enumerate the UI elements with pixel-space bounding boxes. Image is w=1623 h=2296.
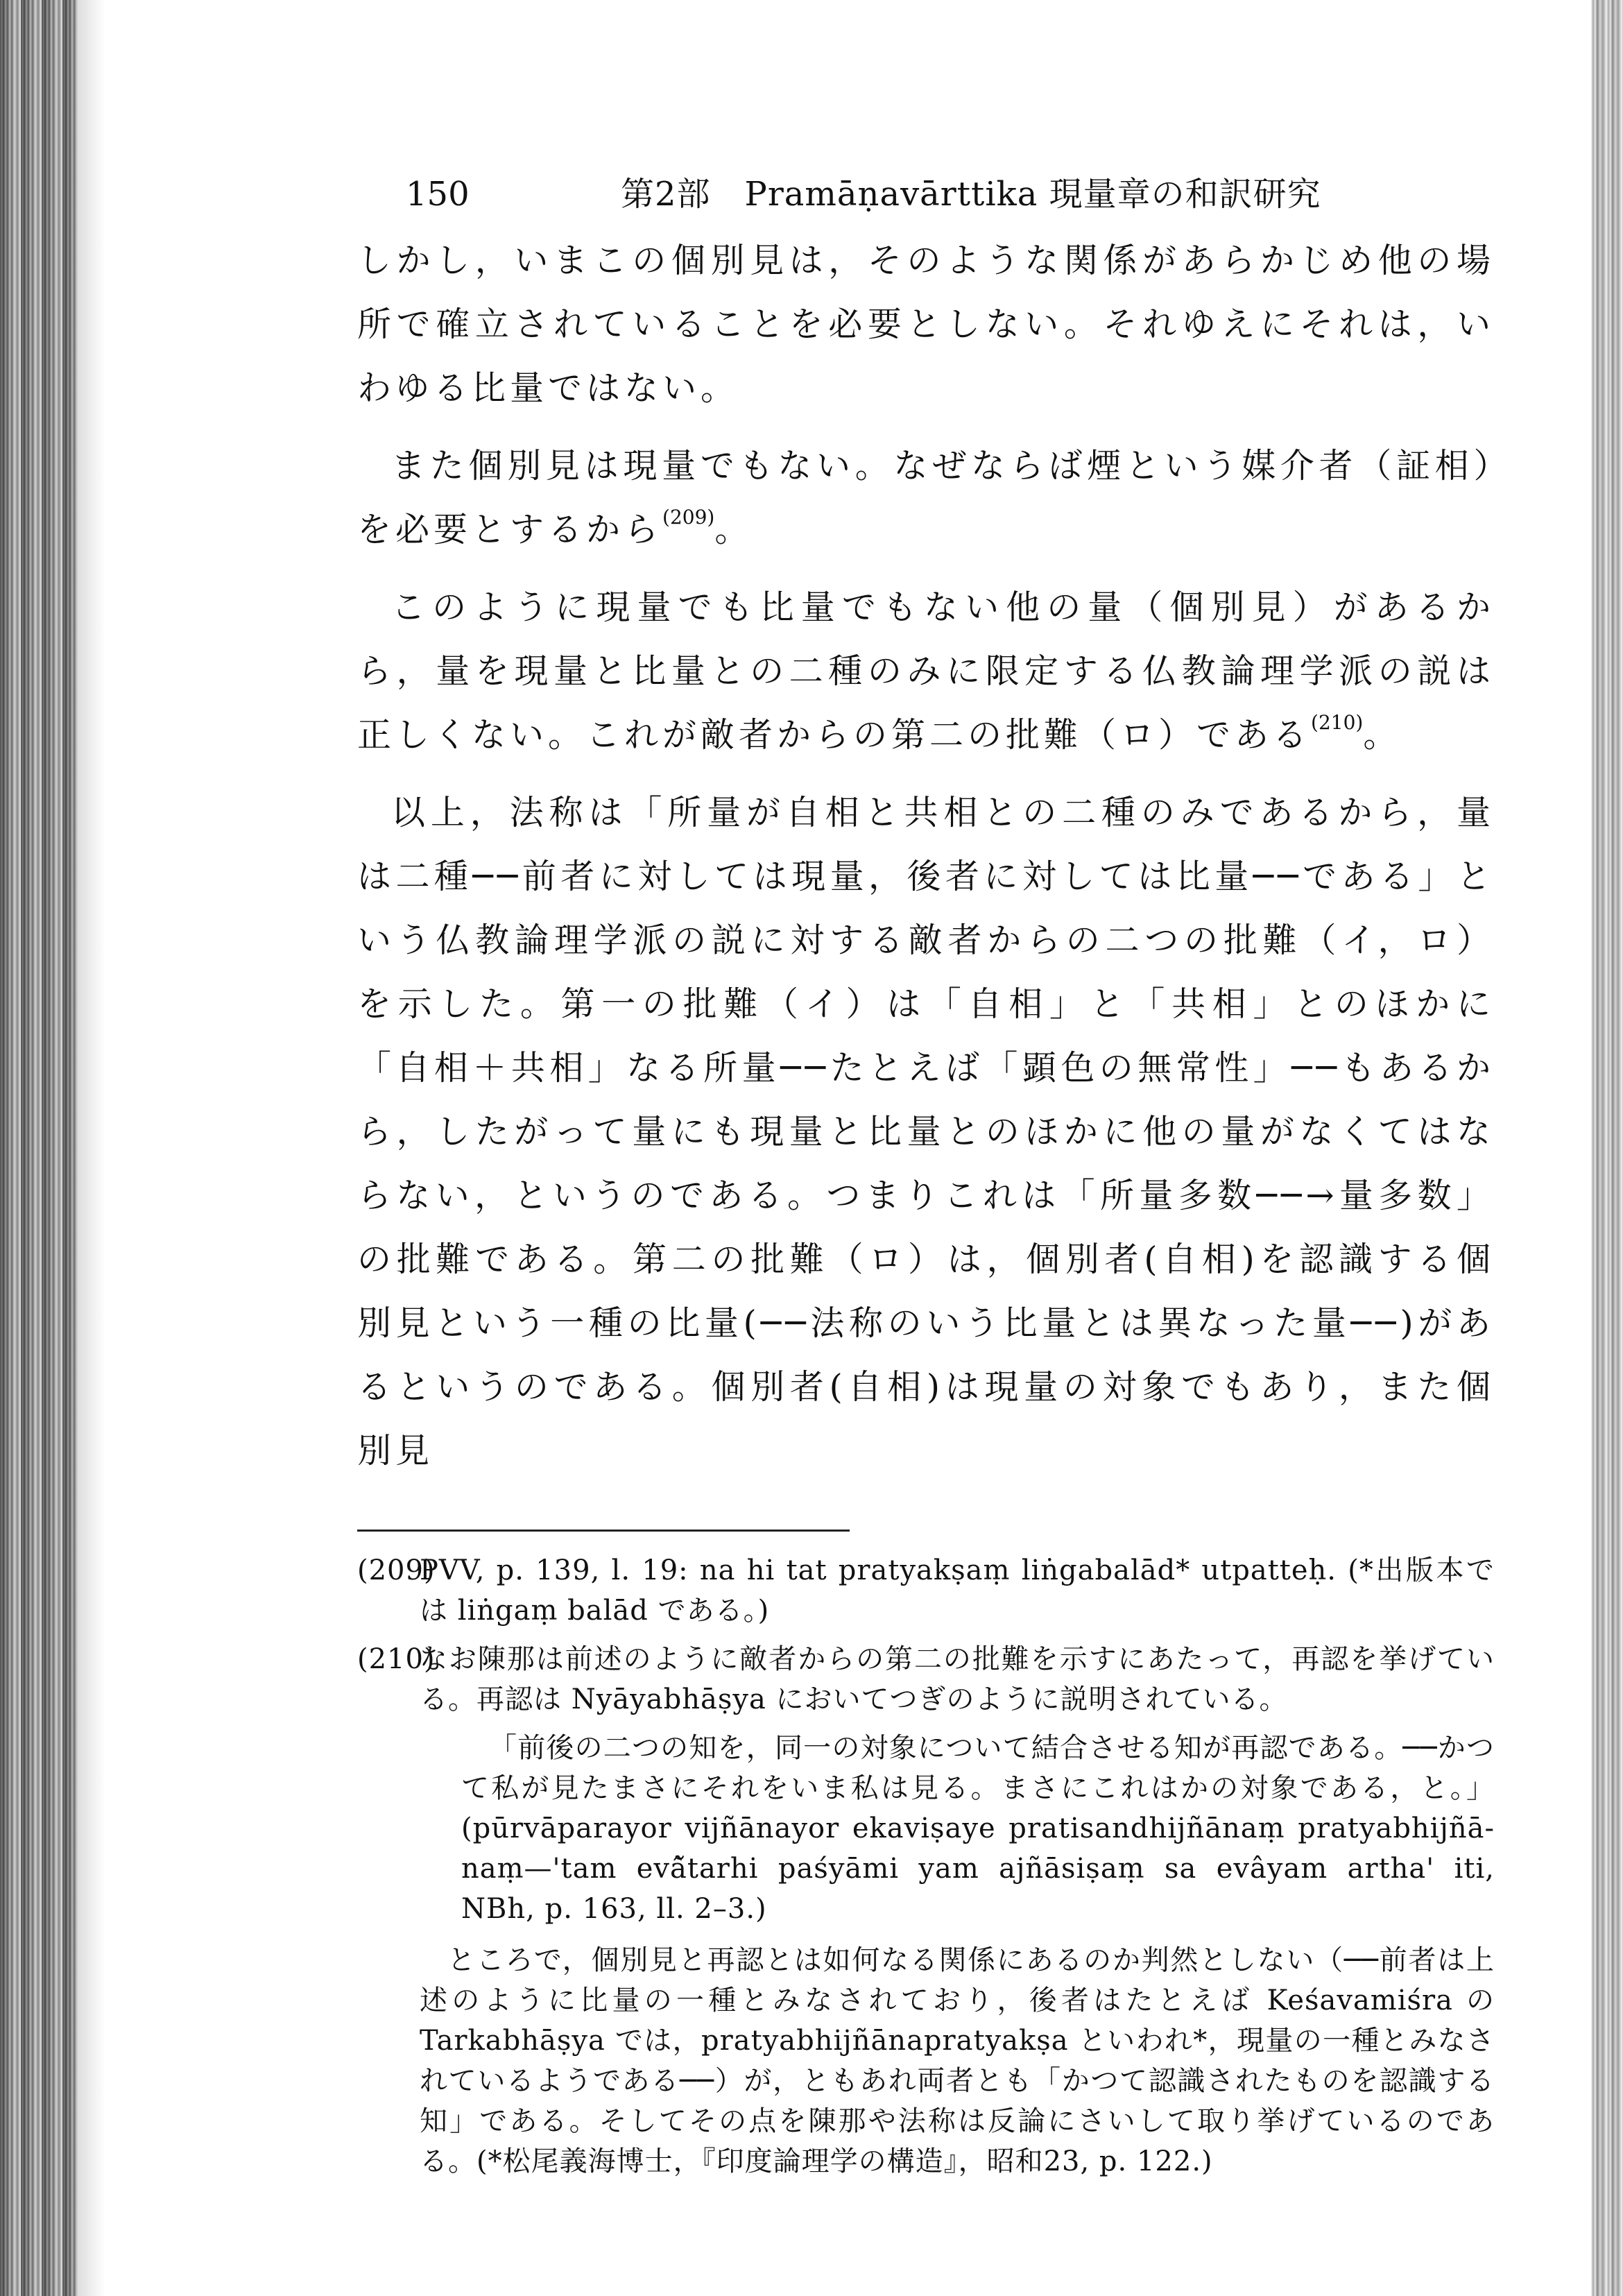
footnote-209-text: PVV, p. 139, l. 19: na hi tat pratyakṣaṃ liṅgabalād* utpatteḥ. (*出版本では liṅgaṃ balād である。) xyxy=(420,1554,1495,1627)
paragraph-2 xyxy=(357,434,1495,562)
footnote-210-quote: 「前後の二つの知を，同一の対象について結合させる知が再認である。──かつて私が見たまさにそれをいま私は見る。まさにこれはかの対象である，と。」(pūrvāparayor vijñānayor ekaviṣaye pratisandhijñānaṃ pratyabhijñā-naṃ—'tam evâ̆tarhi paśyāmi yam ajñāsiṣaṃ sa evâyam artha' iti, NBh, p. 163, ll. 2–3.) xyxy=(461,1732,1495,1925)
paragraph-2-end: 。 xyxy=(714,510,753,549)
body-text xyxy=(357,229,1495,1497)
paragraph-3 xyxy=(357,576,1495,767)
footnote-210 xyxy=(357,1639,1495,1720)
paragraph-2-text: また個別見は現量でもない。なぜならば煙という媒介者（証相）を必要とするから xyxy=(357,446,1495,549)
paragraph-4: 以上，法称は「所量が自相と共相との二種のみであるから，量は二種──前者に対しては現量，後者に対しては比量──である」という仏教論理学派の説に対する敵者からの二つの批難（イ，ロ）を示した。第一の批難（イ）は「自相」と「共相」とのほかに「自相＋共相」なる所量──たとえば「顕色の無常性」──もあるから，したがって量にも現量と比量とのほかに他の量がなくてはならない，というのである。つまりこれは「所量多数──→量多数」の批難である。第二の批難（ロ）は，個別者(自相)を認識する個別見という一種の比量(──法称のいう比量とは異なった量──)があるというのである。個別者(自相)は現量の対象でもあり，また個別見 xyxy=(357,793,1495,1471)
footnote-210-continuation: ところで，個別見と再認とは如何なる関係にあるのか判然としない（──前者は上述のように比量の一種とみなされており，後者はたとえば Keśavamiśra の Tarkabhāṣya では，pratyabhijñānapratyakṣa といわれ*，現量の一種とみなされているようである──）が，ともあれ両者とも「かつて認識されたものを認識する知」である。そしてその点を陳那や法称は反論にさいして取り挙げているのである。(*松尾義海博士，『印度論理学の構造』，昭和23, p. 122.) xyxy=(420,1944,1495,2177)
note-ref-210[interactable]: (210) xyxy=(1311,710,1364,734)
paragraph-3-end: 。 xyxy=(1363,715,1402,755)
scan-edge-left xyxy=(0,0,78,2296)
scan-edge-right xyxy=(1591,0,1623,2296)
footnote-rule xyxy=(357,1530,850,1532)
footnote-210-label: (210) xyxy=(357,1643,436,1675)
footnote-209 xyxy=(357,1550,1495,1631)
footnote-210-text: なお陳那は前述のように敵者からの第二の批難を示すにあたって，再認を挙げている。再認は Nyāyabhāṣya においてつぎのように説明されている。 xyxy=(420,1643,1495,1715)
running-head xyxy=(357,166,1495,222)
page-number: 150 xyxy=(406,175,470,214)
note-ref-209[interactable]: (209) xyxy=(662,505,715,529)
footnote-209-label: (209) xyxy=(357,1554,436,1586)
paragraph-1: しかし，いまこの個別見は，そのような関係があらかじめ他の場所で確立されていることを必要としない。それゆえにそれは，いわゆる比量ではない。 xyxy=(357,241,1495,408)
paragraph-3-text: このように現量でも比量でもない他の量（個別見）があるから，量を現量と比量との二種のみに限定する仏教論理学派の説は正しくない。これが敵者からの第二の批難（ロ）である xyxy=(357,588,1495,755)
running-title: 第2部 Pramāṇavārttika 現量章の和訳研究 xyxy=(621,175,1321,214)
footnotes xyxy=(357,1550,1495,2182)
